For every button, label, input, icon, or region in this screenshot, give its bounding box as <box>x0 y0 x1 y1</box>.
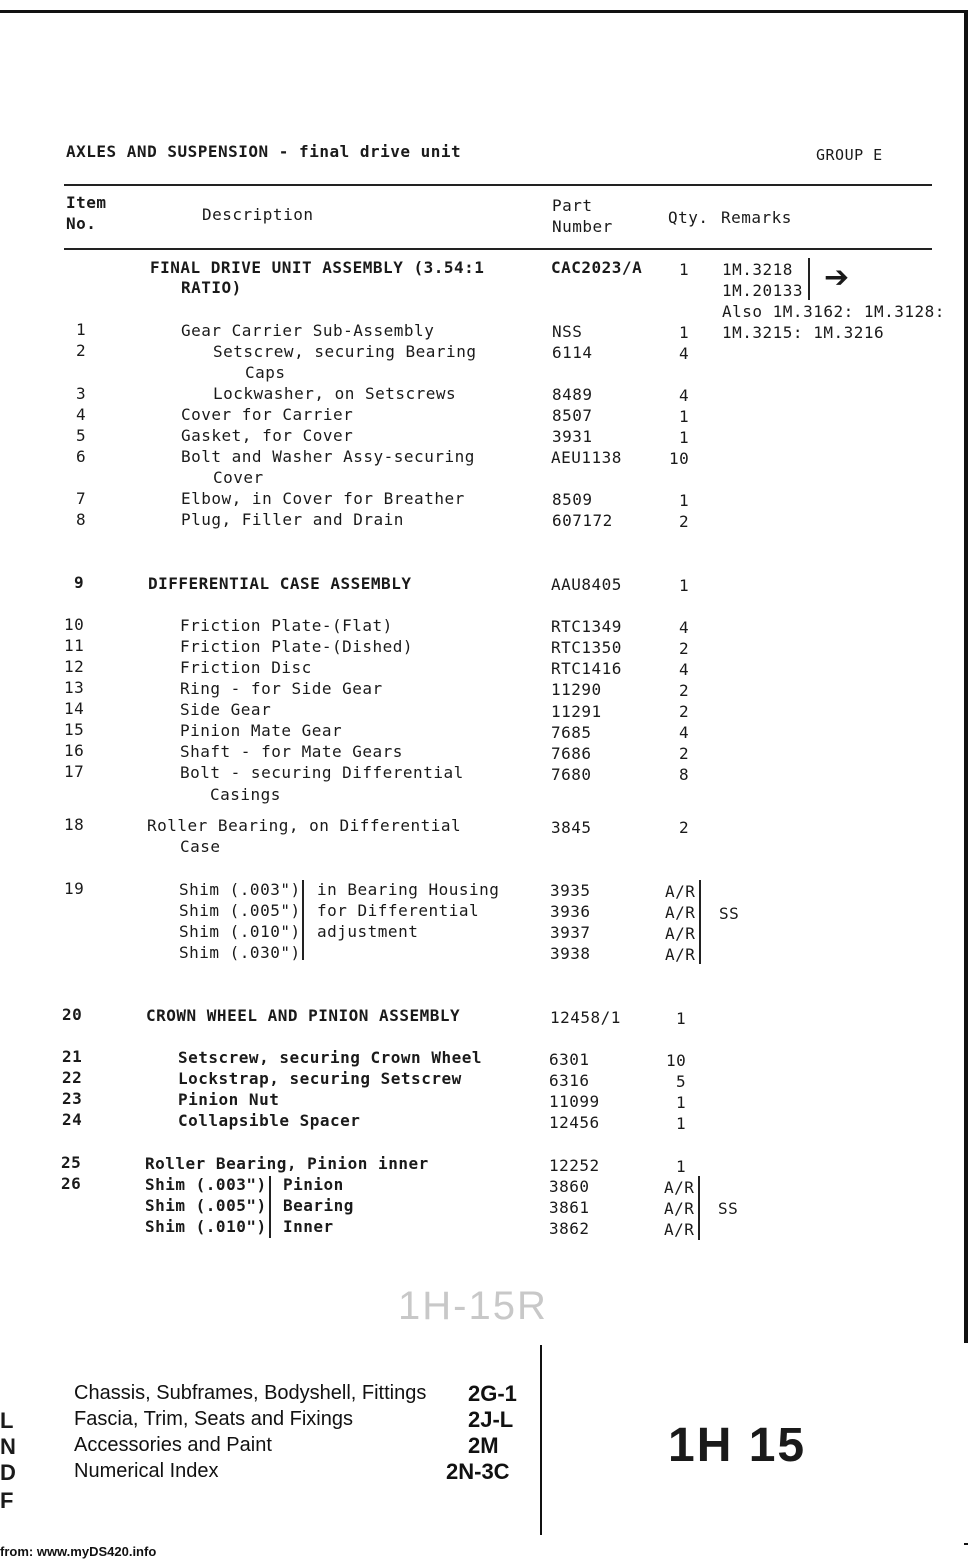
col-item-no: No. <box>66 214 97 233</box>
row-desc: Side Gear <box>180 700 272 719</box>
row-part: 6114 <box>552 343 593 362</box>
row-desc: Roller Bearing, Pinion inner <box>145 1154 429 1173</box>
row-desc-cont: Case <box>180 837 221 856</box>
row-qty: 4 <box>679 344 690 363</box>
row-qty: 1 <box>679 260 690 279</box>
row-part: 12252 <box>549 1156 600 1175</box>
shim-note: Inner <box>283 1217 334 1236</box>
row-part: 11291 <box>551 702 602 721</box>
row-desc: DIFFERENTIAL CASE ASSEMBLY <box>148 574 412 593</box>
row-desc-cont: Casings <box>210 785 281 804</box>
row-part: 12458/1 <box>550 1008 621 1027</box>
index-code[interactable]: 2G-1 <box>468 1381 517 1406</box>
row-part: 11290 <box>551 680 602 699</box>
row-qty: 8 <box>679 765 690 784</box>
row-qty: A/R <box>665 882 696 901</box>
row-qty: 2 <box>679 818 690 837</box>
row-item: 25 <box>61 1153 82 1172</box>
row-qty: 2 <box>679 702 690 721</box>
row-part: 7680 <box>551 765 592 784</box>
row-part: AAU8405 <box>551 575 622 594</box>
row-part: 8489 <box>552 385 593 404</box>
row-part: 8509 <box>552 490 593 509</box>
section-title: AXLES AND SUSPENSION - final drive unit <box>66 142 462 161</box>
row-desc: Bolt - securing Differential <box>180 763 464 782</box>
index-link-accessories[interactable]: Accessories and Paint <box>74 1434 272 1456</box>
footer-divider <box>540 1345 542 1535</box>
row-item: 18 <box>64 815 85 834</box>
row-part: 12456 <box>549 1113 600 1132</box>
row-item: 13 <box>64 678 85 697</box>
side-letter: L <box>0 1408 14 1433</box>
row-desc: Bolt and Washer Assy-securing <box>181 447 475 466</box>
shim-note: in Bearing Housing <box>317 880 500 899</box>
row-part: RTC1350 <box>551 638 622 657</box>
row-qty: 5 <box>676 1072 687 1091</box>
row-qty: 1 <box>676 1093 687 1112</box>
row-qty: 10 <box>669 449 690 468</box>
row-desc-cont: Cover <box>213 468 264 487</box>
row-part: 3861 <box>549 1198 590 1217</box>
col-qty: Qty. <box>668 208 709 227</box>
remark-line: 1M.3215: 1M.3216 <box>722 323 885 342</box>
row-item: 17 <box>64 762 85 781</box>
row-desc: Cover for Carrier <box>181 405 354 424</box>
row-qty: 1 <box>679 407 690 426</box>
shim-note: for Differential <box>317 901 480 920</box>
row-item: 21 <box>62 1047 83 1066</box>
row-part: 3936 <box>550 902 591 921</box>
row-desc: Setscrew, securing Crown Wheel <box>178 1048 482 1067</box>
row-item: 10 <box>64 615 85 634</box>
row-item: 22 <box>62 1068 83 1087</box>
row-item: 4 <box>76 405 87 424</box>
shim-note: Bearing <box>283 1196 354 1215</box>
row-qty: 1 <box>676 1009 687 1028</box>
row-desc: Friction Plate-(Flat) <box>180 616 393 635</box>
row-qty: A/R <box>664 1178 695 1197</box>
row-desc: Pinion Nut <box>178 1090 280 1109</box>
shim-desc: Shim (.003") <box>179 880 301 899</box>
col-part-number: Number <box>552 217 613 236</box>
row-qty: A/R <box>664 1199 695 1218</box>
row-part: 3937 <box>550 923 591 942</box>
row-part: RTC1349 <box>551 617 622 636</box>
row-item: 23 <box>62 1089 83 1108</box>
header-rule-bottom <box>64 248 932 250</box>
shim-brace <box>302 880 304 960</box>
page-code: 1H 15 <box>668 1419 807 1472</box>
col-item: Item <box>66 193 107 212</box>
row-part: 3935 <box>550 881 591 900</box>
row-qty: 1 <box>676 1114 687 1133</box>
row-desc: Friction Disc <box>180 658 312 677</box>
index-link-fascia[interactable]: Fascia, Trim, Seats and Fixings <box>74 1408 353 1430</box>
header-rule-top <box>64 184 932 186</box>
row-desc: Lockwasher, on Setscrews <box>213 384 457 403</box>
row-desc: Lockstrap, securing Setscrew <box>178 1069 462 1088</box>
row-part: 7686 <box>551 744 592 763</box>
row-part: NSS <box>552 322 583 341</box>
row-desc: Friction Plate-(Dished) <box>180 637 414 656</box>
row-qty: 4 <box>679 723 690 742</box>
row-item: 5 <box>76 426 87 445</box>
row-item: 15 <box>64 720 85 739</box>
row-desc-cont: Caps <box>245 363 286 382</box>
remark-ss: SS <box>718 1199 739 1218</box>
row-desc: Shaft - for Mate Gears <box>180 742 403 761</box>
row-item: 7 <box>76 489 87 508</box>
group-label: GROUP E <box>816 146 883 164</box>
row-part: 607172 <box>552 511 613 530</box>
shim-note: adjustment <box>317 922 419 941</box>
row-part: RTC1416 <box>551 659 622 678</box>
row-qty: 1 <box>679 428 690 447</box>
row-qty: A/R <box>665 945 696 964</box>
row-qty: A/R <box>665 924 696 943</box>
index-code[interactable]: 2N-3C <box>446 1459 510 1484</box>
row-desc: Setscrew, securing Bearing <box>213 342 477 361</box>
col-part: Part <box>552 196 593 215</box>
row-qty: 2 <box>679 681 690 700</box>
row-part: 11099 <box>549 1092 600 1111</box>
row-item: 20 <box>62 1005 83 1024</box>
row-item: 14 <box>64 699 85 718</box>
col-remarks: Remarks <box>721 208 792 227</box>
remarks-brace <box>699 880 701 964</box>
row-item: 26 <box>61 1174 82 1193</box>
row-part: 6301 <box>549 1050 590 1069</box>
row-qty: 1 <box>679 576 690 595</box>
row-item: 24 <box>62 1110 83 1129</box>
row-desc: Ring - for Side Gear <box>180 679 383 698</box>
index-link-numerical[interactable]: Numerical Index <box>74 1460 219 1482</box>
row-qty: 10 <box>666 1051 687 1070</box>
row-part: 3845 <box>551 818 592 837</box>
remarks-brace <box>808 258 810 300</box>
row-item: 2 <box>76 341 87 360</box>
shim-desc: Shim (.010") <box>179 922 301 941</box>
row-part: CAC2023/A <box>551 258 643 277</box>
remark-line: Also 1M.3162: 1M.3128: <box>722 302 945 321</box>
row-item: 3 <box>76 384 87 403</box>
index-code[interactable]: 2M <box>468 1433 499 1458</box>
row-part: 3860 <box>549 1177 590 1196</box>
shim-desc: Shim (.003") <box>145 1175 267 1194</box>
shim-desc: Shim (.010") <box>145 1217 267 1236</box>
remarks-brace <box>698 1176 700 1240</box>
row-part: 7685 <box>551 723 592 742</box>
shim-brace <box>269 1176 271 1238</box>
side-letter: F <box>0 1488 14 1513</box>
source-credit: from: www.myDS420.info <box>0 1544 157 1559</box>
index-code[interactable]: 2J-L <box>468 1407 514 1432</box>
row-part: 3862 <box>549 1219 590 1238</box>
remark-line: 1M.20133 <box>722 281 804 300</box>
row-item: 11 <box>64 636 85 655</box>
shim-desc: Shim (.005") <box>145 1196 267 1215</box>
arrow-right-icon: ➔ <box>824 260 850 295</box>
side-letter: D <box>0 1460 16 1485</box>
row-desc: Gasket, for Cover <box>181 426 354 445</box>
index-link-chassis[interactable]: Chassis, Subframes, Bodyshell, Fittings <box>74 1382 427 1404</box>
row-desc: CROWN WHEEL AND PINION ASSEMBLY <box>146 1006 461 1025</box>
side-letter: N <box>0 1434 16 1459</box>
row-qty: A/R <box>664 1220 695 1239</box>
row-item: 12 <box>64 657 85 676</box>
row-part: AEU1138 <box>551 448 622 467</box>
row-item: 19 <box>64 879 85 898</box>
shim-desc: Shim (.005") <box>179 901 301 920</box>
row-desc: Roller Bearing, on Differential <box>147 816 462 835</box>
row-item: 1 <box>76 320 87 339</box>
shim-note: Pinion <box>283 1175 344 1194</box>
row-item: 9 <box>74 573 85 592</box>
row-qty: 4 <box>679 618 690 637</box>
col-description: Description <box>202 205 314 224</box>
row-part: 3931 <box>552 427 593 446</box>
row-desc: Elbow, in Cover for Breather <box>181 489 465 508</box>
faint-stamp: 1H-15R <box>398 1284 548 1328</box>
row-desc: Pinion Mate Gear <box>180 721 343 740</box>
row-desc: Collapsible Spacer <box>178 1111 361 1130</box>
remark-ss: SS <box>719 904 740 923</box>
row-part: 8507 <box>552 406 593 425</box>
row-item: 8 <box>76 510 87 529</box>
row-qty: 1 <box>679 491 690 510</box>
row-part: 3938 <box>550 944 591 963</box>
row-desc: Gear Carrier Sub-Assembly <box>181 321 435 340</box>
row-qty: A/R <box>665 903 696 922</box>
row-item: 16 <box>64 741 85 760</box>
shim-desc: Shim (.030") <box>179 943 301 962</box>
row-desc-cont: RATIO) <box>181 278 242 297</box>
row-qty: 1 <box>679 323 690 342</box>
row-desc: FINAL DRIVE UNIT ASSEMBLY (3.54:1 <box>150 258 485 277</box>
row-part: 6316 <box>549 1071 590 1090</box>
row-qty: 1 <box>676 1157 687 1176</box>
remark-line: 1M.3218 <box>722 260 793 279</box>
row-item: 6 <box>76 447 87 466</box>
row-qty: 4 <box>679 660 690 679</box>
row-qty: 2 <box>679 744 690 763</box>
row-qty: 2 <box>679 639 690 658</box>
row-qty: 4 <box>679 386 690 405</box>
row-qty: 2 <box>679 512 690 531</box>
row-desc: Plug, Filler and Drain <box>181 510 404 529</box>
